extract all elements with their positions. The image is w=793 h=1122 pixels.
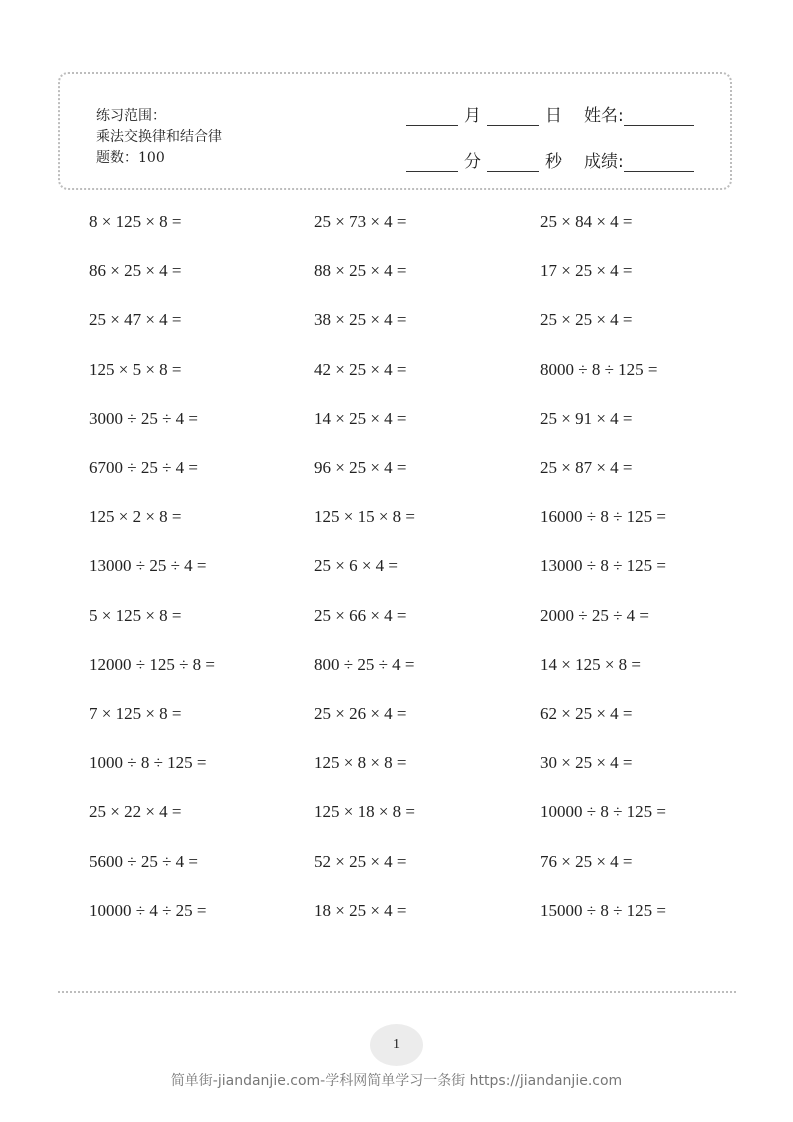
problem-item: 12000 ÷ 125 ÷ 8 = xyxy=(89,654,215,674)
problem-item: 7 × 125 × 8 = xyxy=(89,704,182,723)
problem-item: 14 × 125 × 8 = xyxy=(540,654,642,674)
problem-item: 86 × 25 × 4 = xyxy=(89,261,182,281)
problem-item: 3000 ÷ 25 ÷ 4 = xyxy=(89,408,198,428)
problem-item: 5 × 125 × 8 = xyxy=(89,605,182,625)
problem-item: 10000 ÷ 4 ÷ 25 = xyxy=(89,900,207,920)
problem-item: 13000 ÷ 8 ÷ 125 = xyxy=(540,556,666,576)
problem-item: 76 × 25 × 4 = xyxy=(540,851,633,871)
problem-item: 96 × 25 × 4 = xyxy=(314,458,407,477)
problem-item: 88 × 25 × 4 = xyxy=(314,261,407,281)
problem-item: 8 × 125 × 8 = xyxy=(89,212,182,231)
problem-item: 15000 ÷ 8 ÷ 125 = xyxy=(540,900,666,920)
problem-item: 8000 ÷ 8 ÷ 125 = xyxy=(540,359,658,379)
problem-item: 1000 ÷ 8 ÷ 125 = xyxy=(89,753,207,773)
problem-item: 10000 ÷ 8 ÷ 125 = xyxy=(540,802,666,822)
problem-item: 25 × 87 × 4 = xyxy=(540,458,633,477)
problem-item: 125 × 2 × 8 = xyxy=(89,507,182,527)
problem-item: 25 × 26 × 4 = xyxy=(314,704,407,723)
problem-item: 30 × 25 × 4 = xyxy=(540,753,633,773)
page-number: 1 xyxy=(370,1024,423,1066)
topic-text: 乘法交换律和结合律 xyxy=(96,129,222,145)
problem-item: 52 × 25 × 4 = xyxy=(314,851,407,871)
problem-item: 25 × 84 × 4 = xyxy=(540,212,633,231)
problem-item: 14 × 25 × 4 = xyxy=(314,408,407,428)
range-label: 练习范围： xyxy=(96,108,166,124)
problem-item: 17 × 25 × 4 = xyxy=(540,261,633,281)
problem-item: 125 × 8 × 8 = xyxy=(314,753,407,773)
score-label: 成绩: xyxy=(584,152,624,172)
problem-item: 2000 ÷ 25 ÷ 4 = xyxy=(540,605,649,625)
problem-item: 42 × 25 × 4 = xyxy=(314,359,407,379)
problem-item: 5600 ÷ 25 ÷ 4 = xyxy=(89,851,198,871)
minute-label: 分 xyxy=(464,152,481,172)
problem-item: 16000 ÷ 8 ÷ 125 = xyxy=(540,507,666,527)
name-label: 姓名: xyxy=(584,106,624,126)
problem-item: 18 × 25 × 4 = xyxy=(314,900,407,920)
problem-item: 62 × 25 × 4 = xyxy=(540,704,633,723)
day-label: 日 xyxy=(545,106,562,126)
problem-item: 800 ÷ 25 ÷ 4 = xyxy=(314,654,415,674)
problem-item: 25 × 22 × 4 = xyxy=(89,802,182,822)
count-value: 100 xyxy=(138,150,165,166)
footer-text: 简单街-jiandanjie.com-学科网简单学习一条街 https://jiandanjie.com xyxy=(170,1073,623,1089)
month-label: 月 xyxy=(464,106,481,126)
problem-item: 25 × 6 × 4 = xyxy=(314,556,399,576)
problem-item: 125 × 18 × 8 = xyxy=(314,802,416,822)
problem-item: 25 × 66 × 4 = xyxy=(314,605,407,625)
second-label: 秒 xyxy=(545,152,562,172)
problem-item: 25 × 25 × 4 = xyxy=(540,310,633,330)
problem-item: 13000 ÷ 25 ÷ 4 = xyxy=(89,556,207,576)
footer-divider xyxy=(58,991,736,993)
problem-item: 25 × 91 × 4 = xyxy=(540,408,633,428)
problem-item: 25 × 47 × 4 = xyxy=(89,310,182,330)
problem-item: 25 × 73 × 4 = xyxy=(314,212,407,231)
problem-item: 125 × 5 × 8 = xyxy=(89,359,182,379)
problem-item: 38 × 25 × 4 = xyxy=(314,310,407,330)
count-label: 题数： xyxy=(96,150,138,166)
problem-item: 125 × 15 × 8 = xyxy=(314,507,416,527)
problem-item: 6700 ÷ 25 ÷ 4 = xyxy=(89,458,198,477)
